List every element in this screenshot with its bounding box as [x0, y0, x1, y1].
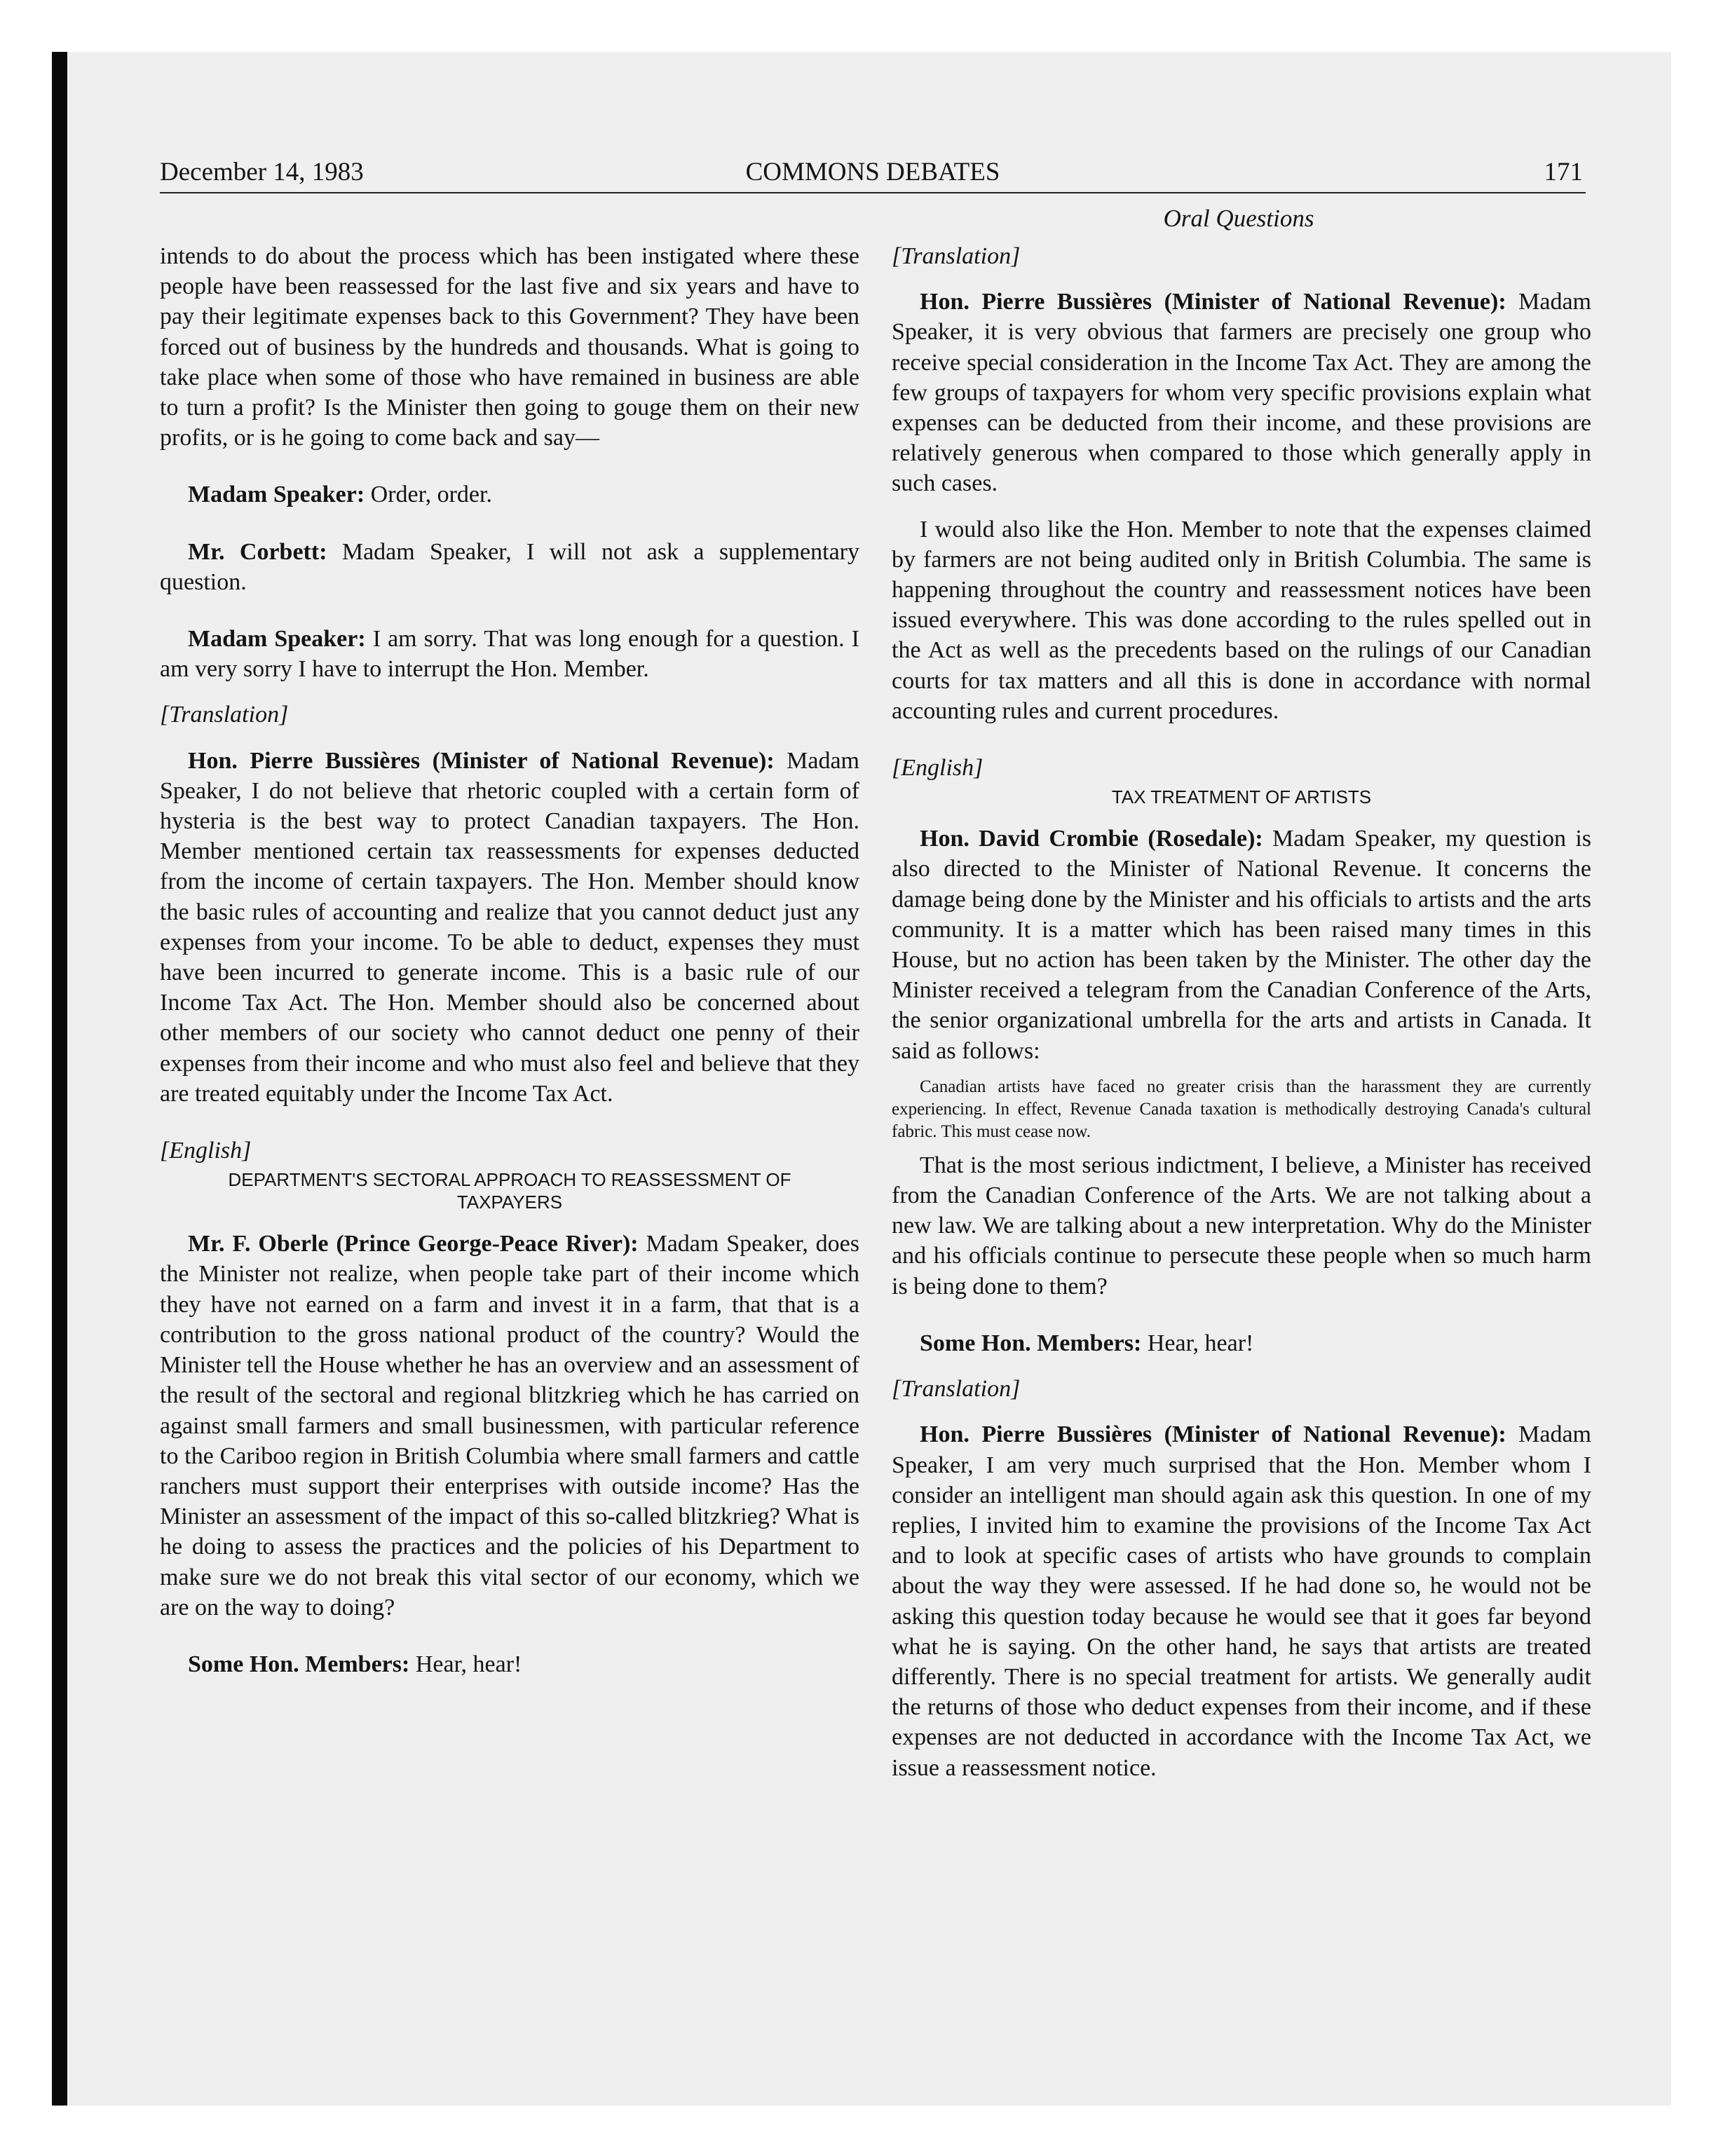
page-number: 171 [1544, 158, 1583, 186]
speech-text: Madam Speaker, my question is also directed to the Minister of National Revenue. It concerns the damage being done by the Minister and his officials to artists and the arts community. It is a matter which has been raised many times in this House, but no action has been taken by the Minister. The other day the Minister received a telegram from the Canadian Conference of the Arts, the senior organizational umbrella for the arts and artists in Canada. It said as follows: [892, 826, 1591, 1064]
speech-text: Madam Speaker, it is very obvious that farmers are precisely one group who receive special consideration in the Income Tax Act. They are among the few groups of taxpayers for whom very specific provisions explain what expenses can be deducted from their income, and these provisions are relatively generous when compared to those which generally apply in such cases. [892, 289, 1591, 497]
paragraph [160, 537, 859, 597]
language-tag: [Translation] [892, 243, 1021, 269]
section-subheader: Oral Questions [1163, 205, 1314, 232]
speech-text: I am sorry. That was long enough for a question. I am very sorry I have to interrupt the Hon. Member. [160, 626, 859, 683]
speech-text: Hear, hear! [1141, 1330, 1254, 1356]
language-tag: [Translation] [160, 702, 289, 728]
left-column [160, 241, 859, 1679]
page-header [160, 156, 1586, 193]
paragraph [160, 624, 859, 684]
paragraph [892, 824, 1591, 1066]
speaker-name: Some Hon. Members: [188, 1651, 410, 1677]
speaker-name: Madam Speaker: [188, 482, 365, 508]
paragraph: I would also like the Hon. Member to note that the expenses claimed by farmers are not being audited only in British Columbia. The same is happening throughout the country and reassessment notices have been issued everywhere. This was done according to the rules spelled out in the Act as well as the precedents based on the rulings of our Canadian courts for tax matters and all this is done in accordance with normal accounting rules and current procedures. [892, 516, 1591, 724]
section-heading: TAX TREATMENT OF ARTISTS [1111, 786, 1372, 808]
speaker-name: Some Hon. Members: [920, 1330, 1142, 1356]
header-date: December 14, 1983 [160, 158, 364, 186]
speech-text: Madam Speaker, I am very much surprised that the Hon. Member whom I consider an intelligent man should again ask this question. In one of my replies, I invited him to examine the provisions of the Income Tax Act and to look at specific cases of artists who have grounds to complain about the way they were assessed. If he had done so, he would not be asking this question today because he would see that it goes far beyond what he is saying. On the other hand, he says that artists are treated differently. There is no special treatment for artists. We generally audit the returns of those who deduct expenses from their income, and if these expenses are not deducted in accordance with the Income Tax Act, we issue a reassessment notice. [892, 1421, 1591, 1781]
paragraph: That is the most serious indictment, I believe, a Minister has received from the Canadian Conference of the Arts. We are not talking about a new law. We are talking about a new interpretation. Why do the Minister and his officials continue to persecute these people when so much harm is being done to them? [892, 1152, 1591, 1299]
paragraph [160, 1649, 859, 1679]
language-tag: [English] [160, 1138, 252, 1164]
paragraph [160, 1229, 859, 1623]
paragraph [160, 479, 859, 510]
language-tag: [Translation] [892, 1376, 1021, 1403]
speech-text: Order, order. [365, 482, 492, 508]
speaker-name: Mr. Corbett: [188, 538, 327, 565]
speech-text: Madam Speaker, does the Minister not realize, when people take part of their income which they have not earned on a farm and invest it in a farm, that that is a contribution to the gross national product of the country? Would the Minister tell the House whether he has an overview and an assessment of the result of the sectoral and regional blitzkrieg which he has carried on against small farmers and small businessmen, with particular reference to the Cariboo region in British Columbia where small farmers and cattle ranchers must support their enterprises with outside income? Has the Minister an assessment of the impact of this so-called blitzkrieg? What is he doing to assess the practices and the policies of his Department to make sure we do not break this vital sector of our economy, which we are on the way to doing? [160, 1231, 859, 1621]
paragraph [892, 1328, 1591, 1358]
speaker-name: Hon. Pierre Bussières (Minister of National Revenue): [920, 1421, 1506, 1448]
speaker-name: Hon. David Crombie (Rosedale): [920, 826, 1263, 852]
speaker-name: Hon. Pierre Bussières (Minister of National Revenue): [920, 289, 1506, 315]
right-column [892, 241, 1591, 1783]
speaker-name: Mr. F. Oberle (Prince George-Peace River): [188, 1231, 639, 1257]
speaker-name: Madam Speaker: [188, 626, 366, 653]
section-heading: DEPARTMENT'S SECTORAL APPROACH TO REASSESSMENT OF TAXPAYERS [228, 1169, 791, 1213]
paragraph [892, 287, 1591, 498]
speech-text: Hear, hear! [409, 1651, 522, 1677]
paragraph [160, 746, 859, 1109]
language-tag: [English] [892, 755, 984, 782]
paragraph: intends to do about the process which has been instigated where these people have been reassessed for the last five and six years and have to pay their legitimate expenses back to this Government? They have been forced out of business by the hundreds and thousands. What is going to take place when some of those who have remained in business are able to turn a profit? Is the Minister then going to gouge them on their new profits, or is he going to come back and say— [160, 243, 859, 451]
speech-text: Madam Speaker, I do not believe that rhetoric coupled with a certain form of hysteria is the best way to protect Canadian taxpayers. The Hon. Member mentioned certain tax reassessments for expenses deducted from the income of certain taxpayers. The Hon. Member should know the basic rules of accounting and realize that you cannot deduct just any expenses from your income. To be able to deduct, expenses they must have been incurred to generate income. This is a basic rule of our Income Tax Act. The Hon. Member should also be concerned about other members of our society who cannot deduct one penny of their expenses from their income and who must also feel and believe that they are treated equitably under the Income Tax Act. [160, 747, 859, 1107]
block-quote: Canadian artists have faced no greater crisis than the harassment they are currently experiencing. In effect, Revenue Canada taxation is methodically destroying Canada's cultural fabric. This must cease now. [892, 1077, 1591, 1141]
paragraph [892, 1419, 1591, 1782]
header-title: COMMONS DEBATES [745, 158, 1000, 186]
speaker-name: Hon. Pierre Bussières (Minister of National Revenue): [188, 747, 775, 774]
speech-text: Madam Speaker, I will not ask a supplementary question. [160, 538, 859, 595]
